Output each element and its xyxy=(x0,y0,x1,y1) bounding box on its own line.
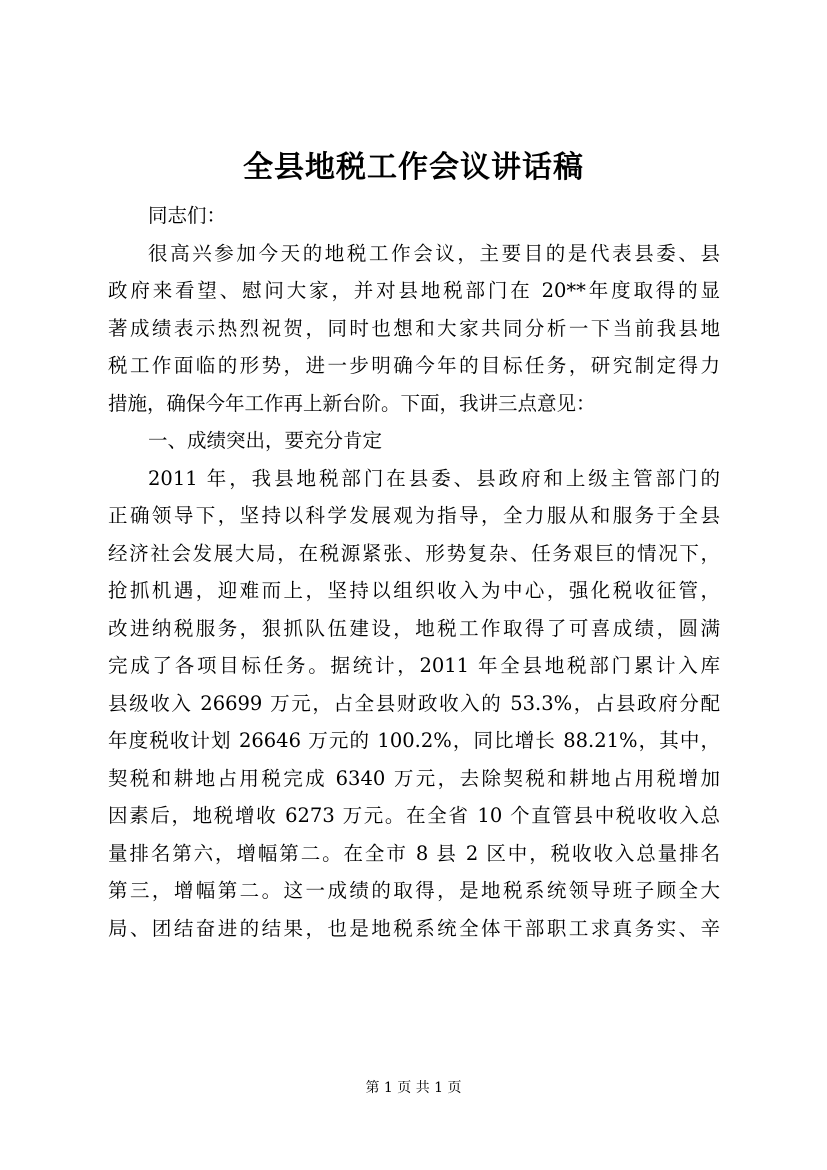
paragraph-line: 契税和耕地占用税完成 6340 万元，去除契税和耕地占用税增加 xyxy=(108,766,720,790)
paragraph-line: 2011 年，我县地税部门在县委、县政府和上级主管部门的 xyxy=(148,466,720,490)
paragraph-line: 量排名第六，增幅第二。在全市 8 县 2 区中，税收收入总量排名 xyxy=(108,841,720,865)
section-heading: 一、成绩突出，要充分肯定 xyxy=(148,429,383,452)
paragraph-line: 县级收入 26699 万元，占全县财政收入的 53.3%，占县政府分配 xyxy=(108,691,720,715)
page-number-footer: 第 1 页 共 1 页 xyxy=(365,1080,462,1096)
paragraph-line: 政府来看望、慰问大家，并对县地税部门在 20**年度取得的显 xyxy=(108,279,720,302)
paragraph-line: 正确领导下，坚持以科学发展观为指导，全力服从和服务于全县 xyxy=(108,504,720,527)
document-title: 全县地税工作会议讲话稿 xyxy=(243,150,584,185)
paragraph-line: 改进纳税服务，狠抓队伍建设，地税工作取得了可喜成绩，圆满 xyxy=(108,616,720,640)
paragraph-line: 经济社会发展大局，在税源紧张、形势复杂、任务艰巨的情况下， xyxy=(108,541,720,565)
paragraph-line: 抢抓机遇，迎难而上，坚持以组织收入为中心，强化税收征管， xyxy=(108,579,720,602)
paragraph-line: 完成了各项目标任务。据统计，2011 年全县地税部门累计入库 xyxy=(108,654,720,677)
paragraph-line: 局、团结奋进的结果，也是地税系统全体干部职工求真务实、辛 xyxy=(108,916,720,940)
document-body xyxy=(108,197,720,947)
paragraph-line: 税工作面临的形势，进一步明确今年的目标任务，研究制定得力 xyxy=(108,354,720,377)
paragraph-line: 年度税收计划 26646 万元的 100.2%，同比增长 88.21%，其中， xyxy=(108,729,720,752)
paragraph-line: 因素后，地税增收 6273 万元。在全省 10 个直管县中税收收入总 xyxy=(108,804,720,827)
paragraph-line: 很高兴参加今天的地税工作会议，主要目的是代表县委、县 xyxy=(148,241,720,265)
paragraph-line: 著成绩表示热烈祝贺，同时也想和大家共同分析一下当前我县地 xyxy=(108,316,720,340)
paragraph-line: 措施，确保今年工作再上新台阶。下面，我讲三点意见： xyxy=(108,391,596,415)
paragraph-line: 同志们： xyxy=(148,204,227,227)
paragraph-line: 第三，增幅第二。这一成绩的取得，是地税系统领导班子顾全大 xyxy=(108,879,720,902)
